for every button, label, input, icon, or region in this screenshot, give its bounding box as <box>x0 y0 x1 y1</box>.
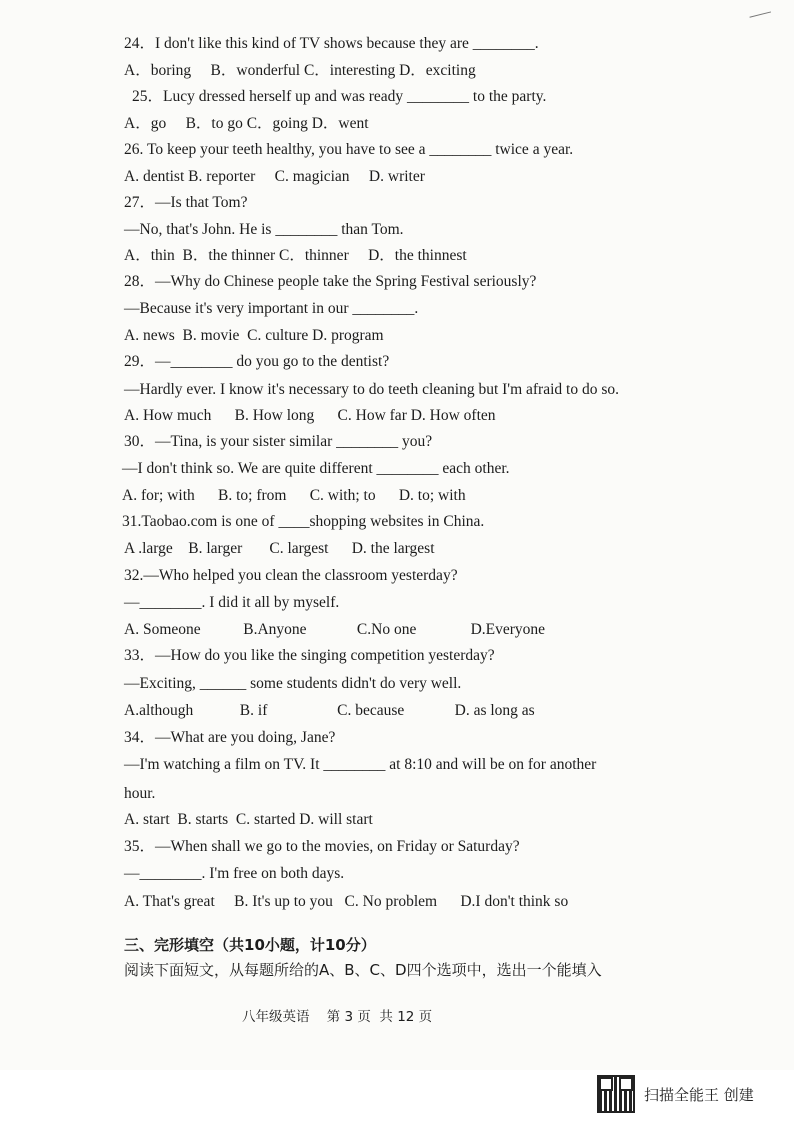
question-32: 32.—Who helped you clean the classroom yesterday? <box>124 567 458 584</box>
question-35-answer: —________. I'm free on both days. <box>124 865 345 882</box>
question-25-options: A．go B．to go C．going D．went <box>124 115 369 132</box>
question-29: 29．—________ do you go to the dentist? <box>124 353 390 370</box>
question-34-options: A. start B. starts C. started D. will start <box>124 811 373 828</box>
qr-code-icon <box>597 1075 635 1113</box>
question-32-options: A. Someone B.Anyone C.No one D.Everyone <box>124 621 546 638</box>
question-33-answer: —Exciting, ______ some students didn't do very well. <box>124 675 462 692</box>
question-34-answer: —I'm watching a film on TV. It ________ at 8:10 and will be on for another <box>124 756 597 773</box>
question-29-answer: —Hardly ever. I know it's necessary to do teeth cleaning but I'm afraid to do so. <box>124 381 619 398</box>
section-instruction: 阅读下面短文，从每题所给的A、B、C、D四个选项中，选出一个能填入 <box>124 961 602 979</box>
question-28-answer: —Because it's very important in our ________. <box>124 300 419 317</box>
question-31-options: A .large B. larger C. largest D. the largest <box>124 540 435 557</box>
question-28-options: A. news B. movie C. culture D. program <box>124 327 384 344</box>
question-30: 30．—Tina, is your sister similar ________ you? <box>124 433 433 450</box>
scanner-watermark <box>597 1074 754 1114</box>
question-34-answer-continued: hour. <box>124 785 156 802</box>
question-34: 34．—What are you doing, Jane? <box>124 729 336 746</box>
question-28: 28．—Why do Chinese people take the Spring Festival seriously? <box>124 273 537 290</box>
page-footer: 八年级英语 第 3 页 共 12 页 <box>242 1009 433 1025</box>
question-27-options: A．thin B．the thinner C．thinner D．the thinnest <box>124 247 467 264</box>
scan-mark <box>749 11 772 23</box>
question-27-answer: —No, that's John. He is ________ than Tom. <box>124 221 404 238</box>
question-30-answer: —I don't think so. We are quite different ________ each other. <box>122 460 510 477</box>
question-27: 27．—Is that Tom? <box>124 194 248 211</box>
question-29-options: A. How much B. How long C. How far D. How often <box>124 407 496 424</box>
question-24: 24．I don't like this kind of TV shows because they are ________. <box>124 35 539 52</box>
scanner-watermark-text: 扫描全能王 创建 <box>644 1085 754 1104</box>
question-30-options: A. for; with B. to; from C. with; to D. to; with <box>122 487 466 504</box>
question-35: 35．—When shall we go to the movies, on Friday or Saturday? <box>124 838 520 855</box>
question-25: 25．Lucy dressed herself up and was ready ________ to the party. <box>132 88 547 105</box>
question-32-answer: —________. I did it all by myself. <box>124 594 340 611</box>
question-26-options: A. dentist B. reporter C. magician D. writer <box>124 168 425 185</box>
question-26: 26. To keep your teeth healthy, you have to see a ________ twice a year. <box>124 141 574 158</box>
question-33-options: A.although B. if C. because D. as long as <box>124 702 535 719</box>
question-24-options: A．boring B．wonderful C．interesting D．exciting <box>124 62 476 79</box>
question-31: 31.Taobao.com is one of ____shopping websites in China. <box>122 513 485 530</box>
section-title: 三、完形填空（共10小题，计10分） <box>124 936 376 954</box>
question-33: 33．—How do you like the singing competition yesterday? <box>124 647 495 664</box>
question-35-options: A. That's great B. It's up to you C. No problem D.I don't think so <box>124 893 569 910</box>
